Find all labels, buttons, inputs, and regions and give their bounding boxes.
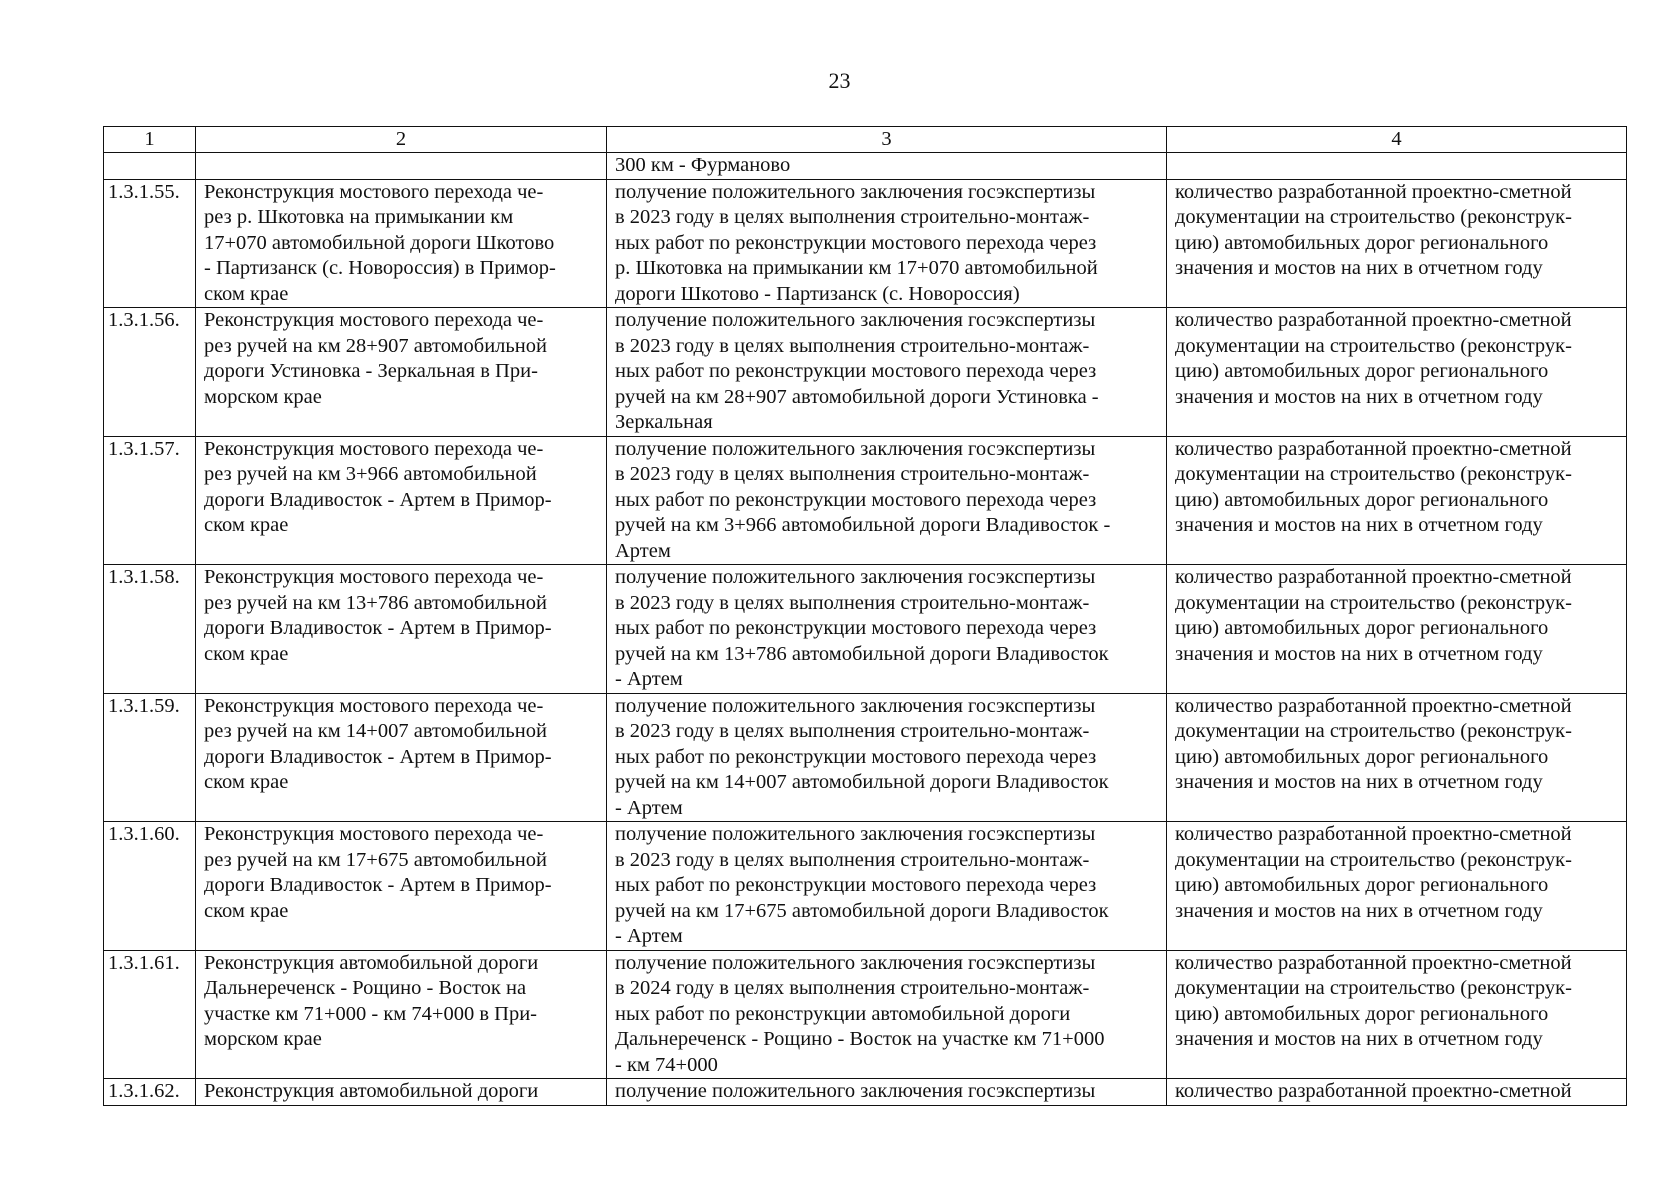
cell-line: в 2023 году в целях выполнения строительно-монтаж- bbox=[615, 848, 1090, 871]
cell-line: ручей на км 17+675 автомобильной дороги Владивосток bbox=[615, 899, 1109, 922]
cell-line: в 2023 году в целях выполнения строительно-монтаж- bbox=[615, 463, 1090, 485]
expected-result-cell bbox=[607, 308, 1167, 437]
column-number-4: 4 bbox=[1167, 127, 1627, 153]
table-body bbox=[104, 127, 1627, 1106]
indicator-cell bbox=[1167, 693, 1627, 822]
indicator-cell bbox=[1167, 308, 1627, 437]
cell-line: в 2023 году в целях выполнения строительно-монтаж- bbox=[615, 206, 1090, 228]
cell-line: ных работ по реконструкции мостового перехода через bbox=[615, 360, 1097, 382]
measure-name-cell bbox=[196, 693, 607, 822]
cell-line: ском крае bbox=[204, 514, 289, 536]
cell-line: цию) автомобильных дорог регионального bbox=[1175, 488, 1549, 511]
cell-line: получение положительного заключения госэкспертизы bbox=[615, 309, 1096, 331]
cell-line: документации на строительство (реконструк- bbox=[1175, 720, 1572, 742]
cell-line: значения и мостов на них в отчетном году bbox=[1175, 514, 1543, 536]
measures-table bbox=[103, 126, 1627, 1106]
cell-line: цию) автомобильных дорог регионального bbox=[1175, 874, 1549, 896]
column-number-1: 1 bbox=[104, 127, 196, 153]
cell-line: количество разработанной проектно-сметной bbox=[1175, 694, 1572, 717]
column-number-3: 3 bbox=[607, 127, 1167, 153]
cell-line: морском крае bbox=[204, 1028, 322, 1050]
item-number-cell: 1.3.1.56. bbox=[104, 308, 196, 437]
continuation-num-cell bbox=[104, 153, 196, 180]
expected-result-cell bbox=[607, 436, 1167, 565]
cell-line: ных работ по реконструкции мостового перехода через bbox=[615, 231, 1097, 254]
cell-line: документации на строительство (реконструк- bbox=[1175, 977, 1572, 999]
cell-line: количество разработанной проектно-сметной bbox=[1175, 566, 1572, 588]
cell-line: Дальнереченск - Рощино - Восток на bbox=[204, 977, 527, 999]
expected-result-cell bbox=[607, 693, 1167, 822]
cell-line: Реконструкция мостового перехода че- bbox=[204, 823, 544, 845]
cell-line: ском крае bbox=[204, 282, 289, 305]
cell-line: Реконструкция мостового перехода че- bbox=[204, 180, 544, 203]
cell-line: Зеркальная bbox=[615, 411, 713, 433]
cell-line: дороги Владивосток - Артем в Примор- bbox=[204, 874, 552, 896]
cell-line: получение положительного заключения госэкспертизы bbox=[615, 1080, 1096, 1102]
cell-line: ском крае bbox=[204, 771, 289, 793]
cell-line: цию) автомобильных дорог регионального bbox=[1175, 745, 1549, 768]
cell-line: получение положительного заключения госэкспертизы bbox=[615, 566, 1096, 588]
expected-result-cell bbox=[607, 950, 1167, 1079]
cell-line: участке км 71+000 - км 74+000 в При- bbox=[204, 1002, 537, 1025]
cell-line: ных работ по реконструкции мостового перехода через bbox=[615, 874, 1097, 896]
indicator-cell bbox=[1167, 436, 1627, 565]
cell-line: получение положительного заключения госэкспертизы bbox=[615, 437, 1096, 460]
item-number-cell: 1.3.1.58. bbox=[104, 565, 196, 694]
cell-line: ручей на км 28+907 автомобильной дороги Устиновка - bbox=[615, 385, 1099, 408]
cell-line: 17+070 автомобильной дороги Шкотово bbox=[204, 231, 555, 254]
cell-line: ных работ по реконструкции мостового перехода через bbox=[615, 617, 1097, 639]
cell-line: Реконструкция автомобильной дороги bbox=[204, 1080, 539, 1102]
cell-line: получение положительного заключения госэкспертизы bbox=[615, 951, 1096, 974]
table-row bbox=[104, 179, 1627, 308]
cell-line: дороги Владивосток - Артем в Примор- bbox=[204, 745, 552, 768]
expected-result-cell bbox=[607, 1079, 1167, 1106]
measure-name-cell bbox=[196, 1079, 607, 1106]
continuation-indicator-cell bbox=[1167, 153, 1627, 180]
cell-line: - км 74+000 bbox=[615, 1053, 718, 1076]
column-number-2: 2 bbox=[196, 127, 607, 153]
cell-line: документации на строительство (реконструк- bbox=[1175, 591, 1572, 614]
cell-line: цию) автомобильных дорог регионального bbox=[1175, 360, 1549, 382]
continuation-name-cell bbox=[196, 153, 607, 180]
cell-line: получение положительного заключения госэкспертизы bbox=[615, 694, 1096, 717]
cell-line: количество разработанной проектно-сметной bbox=[1175, 951, 1572, 974]
cell-line: ском крае bbox=[204, 899, 289, 922]
cell-line: количество разработанной проектно-сметной bbox=[1175, 437, 1572, 460]
cell-line: получение положительного заключения госэкспертизы bbox=[615, 823, 1096, 845]
cell-line: в 2023 году в целях выполнения строительно-монтаж- bbox=[615, 334, 1090, 357]
indicator-cell bbox=[1167, 822, 1627, 951]
cell-line: количество разработанной проектно-сметной bbox=[1175, 823, 1572, 845]
cell-line: Дальнереченск - Рощино - Восток на участке км 71+000 bbox=[615, 1028, 1105, 1050]
cell-line: ных работ по реконструкции автомобильной дороги bbox=[615, 1002, 1071, 1025]
cell-line: цию) автомобильных дорог регионального bbox=[1175, 617, 1549, 639]
continuation-row bbox=[104, 153, 1627, 180]
measure-name-cell bbox=[196, 950, 607, 1079]
measure-name-cell bbox=[196, 308, 607, 437]
expected-result-cell bbox=[607, 179, 1167, 308]
cell-line: ных работ по реконструкции мостового перехода через bbox=[615, 745, 1097, 768]
table-row bbox=[104, 1079, 1627, 1106]
indicator-cell bbox=[1167, 1079, 1627, 1106]
item-number-cell: 1.3.1.59. bbox=[104, 693, 196, 822]
indicator-cell bbox=[1167, 565, 1627, 694]
cell-line: цию) автомобильных дорог регионального bbox=[1175, 231, 1549, 254]
cell-line: документации на строительство (реконструк- bbox=[1175, 206, 1572, 228]
indicator-cell bbox=[1167, 179, 1627, 308]
cell-line: значения и мостов на них в отчетном году bbox=[1175, 899, 1543, 922]
cell-line: Реконструкция автомобильной дороги bbox=[204, 951, 539, 974]
cell-line: значения и мостов на них в отчетном году bbox=[1175, 257, 1543, 279]
cell-line: в 2024 году в целях выполнения строительно-монтаж- bbox=[615, 977, 1090, 999]
cell-line: ручей на км 3+966 автомобильной дороги Владивосток - bbox=[615, 514, 1111, 536]
cell-line: ручей на км 14+007 автомобильной дороги Владивосток bbox=[615, 771, 1109, 793]
cell-line: - Артем bbox=[615, 925, 683, 947]
cell-line: Реконструкция мостового перехода че- bbox=[204, 437, 544, 460]
item-number-cell: 1.3.1.62. bbox=[104, 1079, 196, 1106]
cell-line: р. Шкотовка на примыкании км 17+070 автомобильной bbox=[615, 257, 1098, 279]
cell-line: количество разработанной проектно-сметной bbox=[1175, 1080, 1572, 1102]
measure-name-cell bbox=[196, 436, 607, 565]
item-number-cell: 1.3.1.60. bbox=[104, 822, 196, 951]
cell-line: дороги Владивосток - Артем в Примор- bbox=[204, 617, 552, 639]
measure-name-cell bbox=[196, 565, 607, 694]
cell-line: рез р. Шкотовка на примыкании км bbox=[204, 206, 514, 228]
cell-line: - Артем bbox=[615, 796, 683, 819]
cell-line: рез ручей на км 28+907 автомобильной bbox=[204, 334, 547, 357]
cell-line: документации на строительство (реконструк- bbox=[1175, 848, 1572, 871]
cell-line: 300 км - Фурманово bbox=[615, 154, 791, 176]
table-row bbox=[104, 308, 1627, 437]
cell-line: ском крае bbox=[204, 642, 289, 665]
cell-line: цию) автомобильных дорог регионального bbox=[1175, 1002, 1549, 1025]
table-row bbox=[104, 693, 1627, 822]
item-number-cell: 1.3.1.55. bbox=[104, 179, 196, 308]
item-number-cell: 1.3.1.57. bbox=[104, 436, 196, 565]
cell-line: значения и мостов на них в отчетном году bbox=[1175, 385, 1543, 408]
cell-line: количество разработанной проектно-сметной bbox=[1175, 180, 1572, 203]
table-row bbox=[104, 436, 1627, 565]
expected-result-cell bbox=[607, 565, 1167, 694]
cell-line: морском крае bbox=[204, 385, 322, 408]
cell-line: количество разработанной проектно-сметной bbox=[1175, 309, 1572, 331]
continuation-result-cell bbox=[607, 153, 1167, 180]
cell-line: значения и мостов на них в отчетном году bbox=[1175, 642, 1543, 665]
cell-line: Реконструкция мостового перехода че- bbox=[204, 309, 544, 331]
table-row bbox=[104, 822, 1627, 951]
cell-line: рез ручей на км 14+007 автомобильной bbox=[204, 720, 547, 742]
cell-line: дороги Владивосток - Артем в Примор- bbox=[204, 488, 552, 511]
cell-line: в 2023 году в целях выполнения строительно-монтаж- bbox=[615, 591, 1090, 614]
cell-line: рез ручей на км 17+675 автомобильной bbox=[204, 848, 547, 871]
cell-line: - Партизанск (с. Новороссия) в Примор- bbox=[204, 257, 556, 279]
cell-line: Реконструкция мостового перехода че- bbox=[204, 566, 544, 588]
cell-line: документации на строительство (реконструк- bbox=[1175, 463, 1572, 485]
cell-line: дороги Устиновка - Зеркальная в При- bbox=[204, 360, 538, 382]
measure-name-cell bbox=[196, 179, 607, 308]
table-row bbox=[104, 950, 1627, 1079]
page-number: 23 bbox=[828, 68, 851, 93]
indicator-cell bbox=[1167, 950, 1627, 1079]
cell-line: значения и мостов на них в отчетном году bbox=[1175, 771, 1543, 793]
cell-line: получение положительного заключения госэкспертизы bbox=[615, 180, 1096, 203]
cell-line: в 2023 году в целях выполнения строительно-монтаж- bbox=[615, 720, 1090, 742]
cell-line: ручей на км 13+786 автомобильной дороги Владивосток bbox=[615, 642, 1109, 665]
cell-line: рез ручей на км 3+966 автомобильной bbox=[204, 463, 537, 485]
table-row bbox=[104, 565, 1627, 694]
expected-result-cell bbox=[607, 822, 1167, 951]
item-number-cell: 1.3.1.61. bbox=[104, 950, 196, 1079]
cell-line: ных работ по реконструкции мостового перехода через bbox=[615, 488, 1097, 511]
cell-line: документации на строительство (реконструк- bbox=[1175, 334, 1572, 357]
cell-line: дороги Шкотово - Партизанск (с. Новороссия) bbox=[615, 282, 1020, 305]
column-number-row bbox=[104, 127, 1627, 153]
cell-line: - Артем bbox=[615, 668, 683, 690]
cell-line: рез ручей на км 13+786 автомобильной bbox=[204, 591, 547, 614]
measure-name-cell bbox=[196, 822, 607, 951]
cell-line: значения и мостов на них в отчетном году bbox=[1175, 1028, 1543, 1050]
cell-line: Артем bbox=[615, 539, 671, 562]
cell-line: Реконструкция мостового перехода че- bbox=[204, 694, 544, 717]
